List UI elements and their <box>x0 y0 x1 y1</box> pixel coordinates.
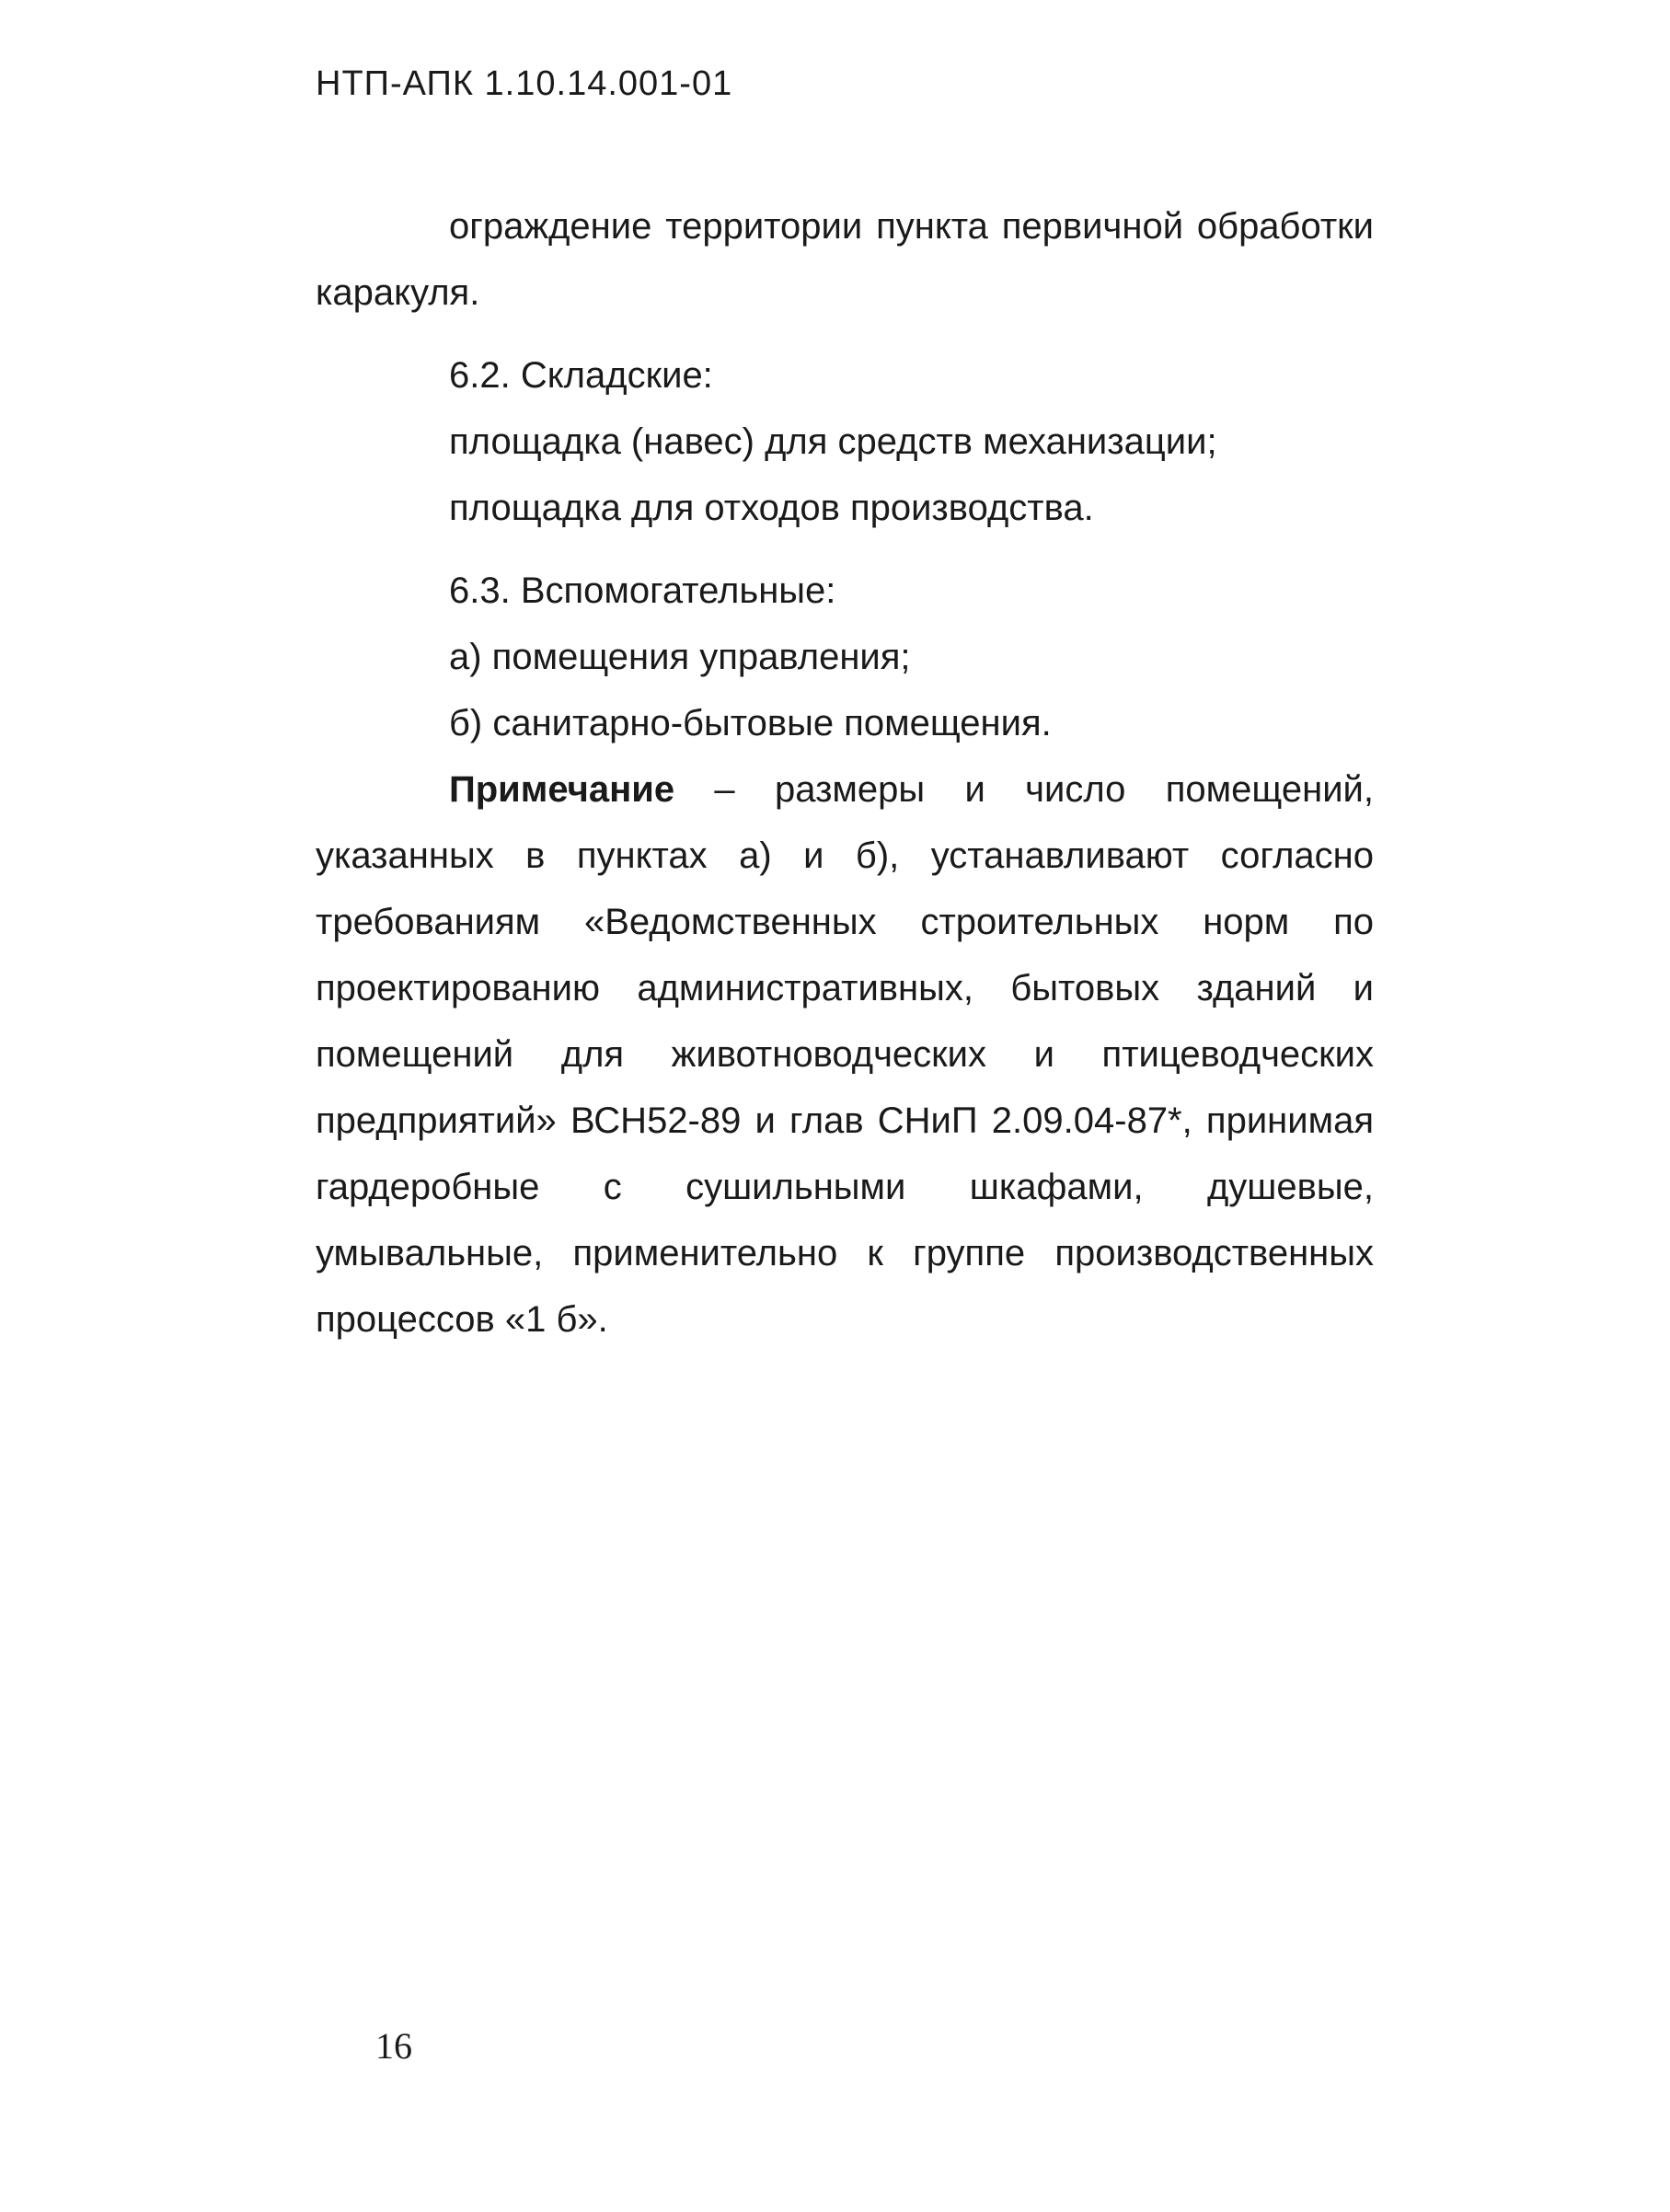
section-6-2-item-1: площадка (навес) для средств механизации; <box>449 421 1217 462</box>
section-6-3-item-a: а) помещения управления; <box>449 637 911 677</box>
section-6-2-item-2: площадка для отходов производства. <box>449 488 1094 528</box>
paragraph-fencing: ограждение территории пункта первичной обработки каракуля. <box>316 206 1374 313</box>
page-body <box>316 193 1374 1353</box>
note-text: – размеры и число помещений, указанных в пунктах а) и б), устанавливают согласно требованиям «Ведомственных строительных норм по проектированию административных, бытовых зданий и помещений для животноводческих и птицеводческих предприятий» ВСН52-89 и глав СНиП 2.09.04-87*, принимая гардеробные с сушильными шкафами, душевые, умывальные, применительно к группе производственных процессов «1 б». <box>316 769 1374 1340</box>
page-number: 16 <box>375 2025 412 2067</box>
section-6-3-item-b: б) санитарно-бытовые помещения. <box>449 703 1052 743</box>
note-label: Примечание <box>449 769 675 810</box>
section-6-2-title: 6.2. Складские: <box>449 355 713 396</box>
document-code-header: НТП-АПК 1.10.14.001-01 <box>316 64 733 103</box>
note-paragraph <box>316 756 1374 1353</box>
section-6-3-title: 6.3. Вспомогательные: <box>449 570 836 611</box>
